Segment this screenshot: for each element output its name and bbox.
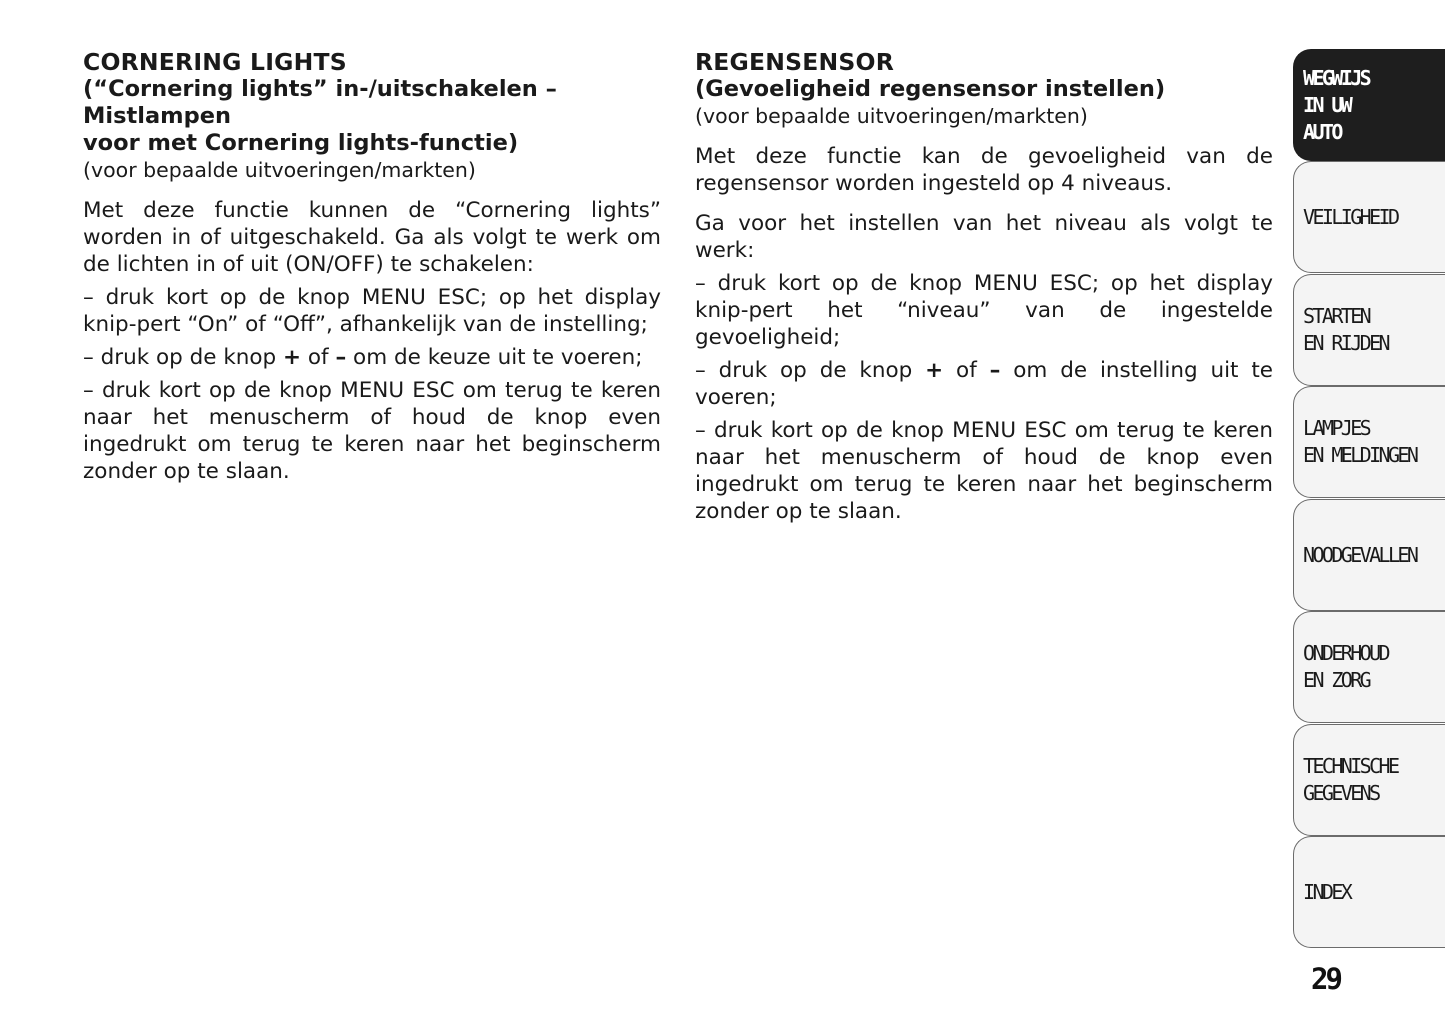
tab-lampjes-en-meldingen[interactable] (1293, 386, 1445, 498)
tab-label-line-1: INDEX (1303, 879, 1351, 904)
step-1: – druk kort op de knop MENU ESC; op het display knip-pert “On” of “Off”, afhankelijk van de instelling; (83, 285, 661, 337)
intro-paragraph: Met deze functie kunnen de “Cornering lights” worden in of uitgeschakeld. Ga als volgt te werk om de lichten in of uit (ON/OFF) te schakelen: (83, 198, 661, 277)
step-2-or: of (943, 358, 990, 383)
section-note: (voor bepaalde uitvoeringen/markten) (695, 104, 1088, 128)
step-2-prefix: – druk op de knop (83, 345, 284, 370)
section-subtitle-line-1: (“Cornering lights” in-/uitschakelen – Mistlampen (83, 76, 557, 129)
step-3: – druk kort op de knop MENU ESC om terug te keren naar het menuscherm of houd de knop even ingedrukt om terug te keren naar het beginscherm zonder op te slaan. (83, 378, 661, 484)
step-2 (83, 344, 661, 371)
tab-label-line-2: GEGEVENS (1303, 781, 1379, 805)
step-2-suffix: om de keuze uit te voeren; (346, 345, 643, 370)
step-3: – druk kort op de knop MENU ESC om terug te keren naar het menuscherm of houd de knop even ingedrukt om terug te keren naar het beginscherm zonder op te slaan. (695, 418, 1273, 524)
tab-label-line-1: WEGWIJS (1303, 65, 1370, 90)
section-note: (voor bepaalde uitvoeringen/markten) (83, 158, 476, 182)
intro-paragraph: Met deze functie kan de gevoeligheid van de regensensor worden ingesteld op 4 niveaus. (695, 144, 1273, 196)
section-title: CORNERING LIGHTS (83, 48, 347, 76)
tab-label-line-1: LAMPJES (1303, 416, 1370, 440)
tab-starten-en-rijden[interactable] (1293, 274, 1445, 386)
instruction-paragraph: Ga voor het instellen van het niveau als volgt te werk: (695, 211, 1273, 263)
tab-label-line-2: EN RIJDEN (1303, 331, 1388, 355)
section-regensensor (695, 49, 1273, 525)
tab-label-line-1: TECHNISCHE (1303, 754, 1398, 778)
minus-symbol: – (335, 345, 347, 370)
minus-symbol: – (989, 358, 1001, 383)
tab-onderhoud-en-zorg[interactable] (1293, 611, 1445, 723)
section-title: REGENSENSOR (695, 48, 895, 76)
tab-wegwijs-in-uw-auto[interactable] (1293, 49, 1445, 161)
tab-label-line-2: IN UW (1303, 92, 1351, 117)
tab-veiligheid[interactable] (1293, 161, 1445, 273)
plus-symbol: + (925, 358, 944, 383)
tab-label-line-2: EN MELDINGEN (1303, 443, 1417, 467)
tab-label-line-3: AUTO (1303, 119, 1341, 144)
plus-symbol: + (283, 345, 302, 370)
tab-index[interactable] (1293, 836, 1445, 948)
tab-technische-gegevens[interactable] (1293, 724, 1445, 836)
step-2-or: of (301, 345, 336, 370)
step-2-suffix: om de instelling uit te voeren; (695, 358, 1273, 410)
section-cornering-lights (83, 49, 661, 485)
tab-label-line-1: STARTEN (1303, 304, 1370, 328)
step-1: – druk kort op de knop MENU ESC; op het display knip-pert het “niveau” van de ingestelde gevoeligheid; (695, 271, 1273, 350)
tab-label-line-1: VEILIGHEID (1303, 204, 1398, 229)
step-2-prefix: – druk op de knop (695, 358, 926, 383)
section-subtitle-line-2: voor met Cornering lights-functie) (83, 130, 519, 156)
tab-label-line-1: ONDERHOUD (1303, 641, 1388, 665)
section-subtitle: (Gevoeligheid regensensor instellen) (695, 76, 1166, 102)
tab-noodgevallen[interactable] (1293, 499, 1445, 611)
step-2 (695, 357, 1273, 411)
page-number: 29 (1311, 962, 1340, 996)
tab-label-line-1: NOODGEVALLEN (1303, 542, 1417, 567)
tab-label-line-2: EN ZORG (1303, 668, 1370, 692)
